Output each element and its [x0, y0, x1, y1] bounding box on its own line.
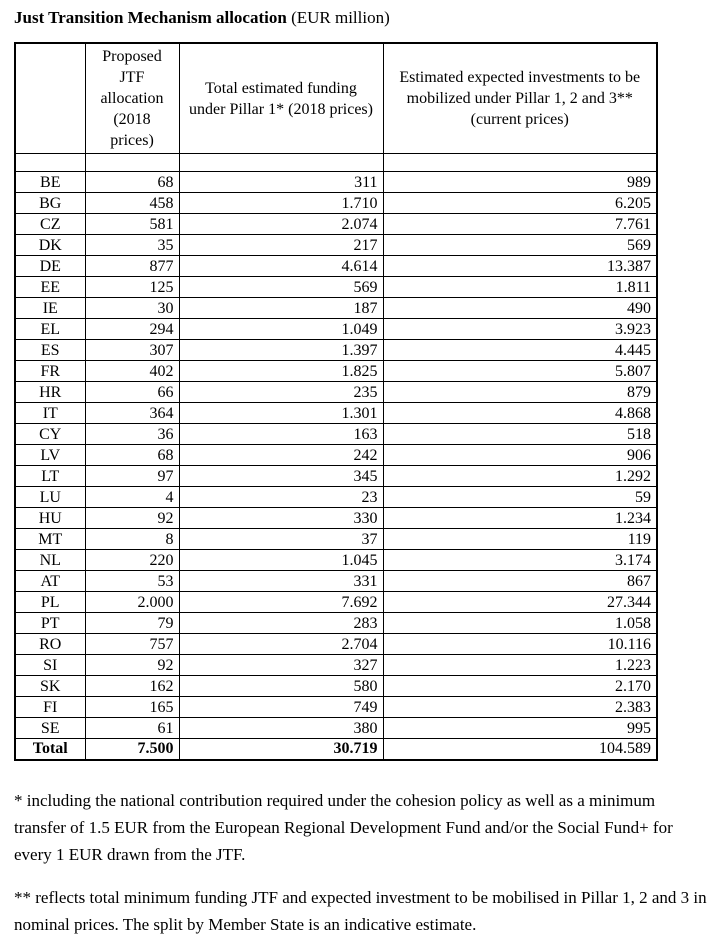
value-cell: 311 [179, 172, 383, 193]
value-cell: 345 [179, 466, 383, 487]
table-row [15, 445, 657, 466]
value-cell: 877 [85, 256, 179, 277]
table-row [15, 634, 657, 655]
value-cell: 187 [179, 298, 383, 319]
value-cell: 68 [85, 445, 179, 466]
value-cell: 749 [179, 697, 383, 718]
country-code: LV [15, 445, 85, 466]
value-cell: 35 [85, 235, 179, 256]
table-header-row [15, 43, 657, 154]
value-cell: 162 [85, 676, 179, 697]
country-code: EL [15, 319, 85, 340]
value-cell: 490 [383, 298, 657, 319]
value-cell: 2.000 [85, 592, 179, 613]
value-cell: 569 [383, 235, 657, 256]
country-code: CY [15, 424, 85, 445]
table-row [15, 550, 657, 571]
value-cell: 2.383 [383, 697, 657, 718]
value-cell: 5.807 [383, 361, 657, 382]
country-code: HR [15, 382, 85, 403]
value-cell: 1.045 [179, 550, 383, 571]
country-code: SK [15, 676, 85, 697]
table-row [15, 256, 657, 277]
table-row [15, 466, 657, 487]
value-cell: 995 [383, 718, 657, 739]
value-cell: 4 [85, 487, 179, 508]
total-row [15, 739, 657, 760]
value-cell: 581 [85, 214, 179, 235]
value-cell: 518 [383, 424, 657, 445]
total-pillar1-value: 30.719 [179, 739, 383, 760]
spacer-row [15, 154, 657, 172]
value-cell: 59 [383, 487, 657, 508]
value-cell: 92 [85, 508, 179, 529]
page-title-unit: (EUR million) [286, 8, 390, 27]
value-cell: 36 [85, 424, 179, 445]
table-row [15, 361, 657, 382]
value-cell: 220 [85, 550, 179, 571]
value-cell: 3.174 [383, 550, 657, 571]
value-cell: 4.445 [383, 340, 657, 361]
table-row [15, 193, 657, 214]
value-cell: 380 [179, 718, 383, 739]
total-jtf-value: 7.500 [85, 739, 179, 760]
country-code: RO [15, 634, 85, 655]
country-code: FR [15, 361, 85, 382]
value-cell: 4.614 [179, 256, 383, 277]
country-code: BG [15, 193, 85, 214]
value-cell: 1.811 [383, 277, 657, 298]
value-cell: 1.049 [179, 319, 383, 340]
value-cell: 331 [179, 571, 383, 592]
value-cell: 66 [85, 382, 179, 403]
value-cell: 402 [85, 361, 179, 382]
table-row [15, 214, 657, 235]
value-cell: 125 [85, 277, 179, 298]
country-code: LU [15, 487, 85, 508]
value-cell: 92 [85, 655, 179, 676]
value-cell: 217 [179, 235, 383, 256]
table-row [15, 235, 657, 256]
table-row [15, 487, 657, 508]
table-row [15, 172, 657, 193]
value-cell: 68 [85, 172, 179, 193]
country-code: PT [15, 613, 85, 634]
value-cell: 165 [85, 697, 179, 718]
value-cell: 330 [179, 508, 383, 529]
header-expected-investments: Estimated expected investments to be mobilized under Pillar 1, 2 and 3** (current prices) [383, 43, 657, 154]
value-cell: 1.397 [179, 340, 383, 361]
value-cell: 1.825 [179, 361, 383, 382]
value-cell: 580 [179, 676, 383, 697]
country-code: AT [15, 571, 85, 592]
value-cell: 6.205 [383, 193, 657, 214]
value-cell: 13.387 [383, 256, 657, 277]
value-cell: 2.704 [179, 634, 383, 655]
value-cell: 327 [179, 655, 383, 676]
country-code: HU [15, 508, 85, 529]
country-code: IT [15, 403, 85, 424]
spacer-cell [85, 154, 179, 172]
value-cell: 53 [85, 571, 179, 592]
value-cell: 1.058 [383, 613, 657, 634]
value-cell: 906 [383, 445, 657, 466]
value-cell: 7.692 [179, 592, 383, 613]
spacer-cell [179, 154, 383, 172]
table-row [15, 676, 657, 697]
footnote-pillar1: * including the national contribution required under the cohesion policy as well as a minimum transfer of 1.5 EUR from the European Regional Development Fund and/or the Social Fund+ for every 1 EUR drawn from the JTF. [14, 790, 673, 864]
value-cell: 235 [179, 382, 383, 403]
value-cell: 1.223 [383, 655, 657, 676]
value-cell: 1.301 [179, 403, 383, 424]
table-row [15, 613, 657, 634]
country-code: PL [15, 592, 85, 613]
value-cell: 163 [179, 424, 383, 445]
country-code: DE [15, 256, 85, 277]
value-cell: 294 [85, 319, 179, 340]
table-row [15, 403, 657, 424]
value-cell: 37 [179, 529, 383, 550]
table-row [15, 298, 657, 319]
value-cell: 119 [383, 529, 657, 550]
footnote-investments: ** reflects total minimum funding JTF and expected investment to be mobilised in Pillar 1, 2 and 3 in nominal prices. The split by Member State is an indicative estimate. [14, 887, 707, 934]
value-cell: 27.344 [383, 592, 657, 613]
value-cell: 3.923 [383, 319, 657, 340]
country-code: SE [15, 718, 85, 739]
header-jtf-allocation: Proposed JTF allocation (2018 prices) [85, 43, 179, 154]
country-code: FI [15, 697, 85, 718]
total-investments-value: 104.589 [383, 739, 657, 760]
total-label: Total [15, 739, 85, 760]
spacer-cell [15, 154, 85, 172]
country-code: EE [15, 277, 85, 298]
value-cell: 79 [85, 613, 179, 634]
table-row [15, 319, 657, 340]
table-row [15, 277, 657, 298]
value-cell: 757 [85, 634, 179, 655]
country-code: DK [15, 235, 85, 256]
page-title [14, 8, 710, 28]
value-cell: 1.234 [383, 508, 657, 529]
table-row [15, 718, 657, 739]
table-body [15, 154, 657, 760]
country-code: CZ [15, 214, 85, 235]
footnotes-section [14, 787, 710, 938]
value-cell: 8 [85, 529, 179, 550]
value-cell: 307 [85, 340, 179, 361]
value-cell: 1.292 [383, 466, 657, 487]
country-code: ES [15, 340, 85, 361]
header-pillar1-funding: Total estimated funding under Pillar 1* (2018 prices) [179, 43, 383, 154]
table-row [15, 424, 657, 445]
country-code: NL [15, 550, 85, 571]
spacer-cell [383, 154, 657, 172]
value-cell: 867 [383, 571, 657, 592]
table-row [15, 655, 657, 676]
value-cell: 4.868 [383, 403, 657, 424]
table-row [15, 508, 657, 529]
table-row [15, 592, 657, 613]
value-cell: 30 [85, 298, 179, 319]
value-cell: 1.710 [179, 193, 383, 214]
table-row [15, 340, 657, 361]
country-code: IE [15, 298, 85, 319]
value-cell: 879 [383, 382, 657, 403]
value-cell: 7.761 [383, 214, 657, 235]
header-country [15, 43, 85, 154]
value-cell: 61 [85, 718, 179, 739]
value-cell: 10.116 [383, 634, 657, 655]
value-cell: 242 [179, 445, 383, 466]
value-cell: 283 [179, 613, 383, 634]
value-cell: 989 [383, 172, 657, 193]
value-cell: 364 [85, 403, 179, 424]
country-code: BE [15, 172, 85, 193]
country-code: LT [15, 466, 85, 487]
allocation-table [14, 42, 658, 761]
table-row [15, 382, 657, 403]
value-cell: 23 [179, 487, 383, 508]
country-code: SI [15, 655, 85, 676]
value-cell: 569 [179, 277, 383, 298]
country-code: MT [15, 529, 85, 550]
value-cell: 2.074 [179, 214, 383, 235]
value-cell: 97 [85, 466, 179, 487]
page-title-bold: Just Transition Mechanism allocation [14, 8, 287, 27]
table-row [15, 529, 657, 550]
value-cell: 458 [85, 193, 179, 214]
table-row [15, 571, 657, 592]
value-cell: 2.170 [383, 676, 657, 697]
table-row [15, 697, 657, 718]
